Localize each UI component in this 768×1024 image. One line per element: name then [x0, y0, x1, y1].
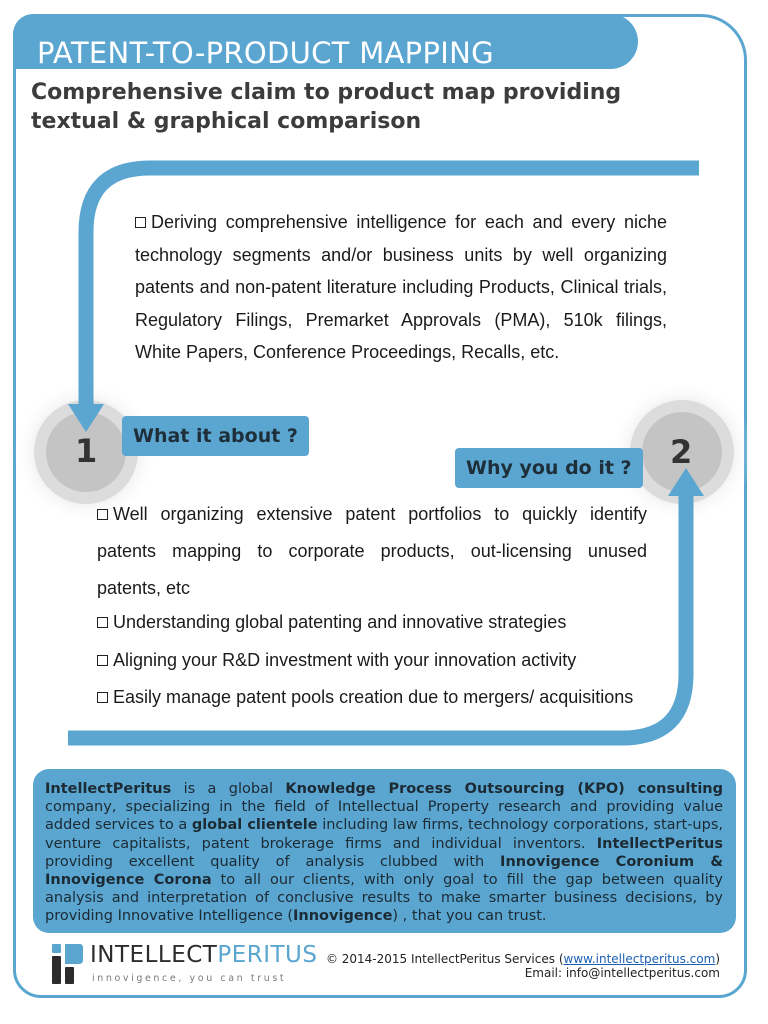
checkbox-icon [135, 217, 146, 228]
logo-wordmark: INTELLECTPERITUS [90, 942, 318, 968]
copyright-block [326, 952, 720, 980]
company-logo [50, 942, 318, 987]
copyright-line: © 2014-2015 IntellectPeritus Services (www.intellectperitus.com) [325, 952, 720, 966]
what-it-about-tag: What it about ? [122, 416, 309, 456]
about-box [33, 769, 736, 933]
logo-mark-icon [50, 942, 84, 986]
step-1-number: 1 [75, 432, 98, 470]
step-2-number: 2 [670, 433, 693, 471]
list-item: Well organizing extensive patent portfolios to quickly identify patents mapping to corporate products, out-licensing unused patents, etc [97, 504, 647, 598]
email-line: Email: info@intellectperitus.com [524, 966, 720, 980]
checkbox-icon [97, 692, 108, 703]
logo-tagline: innovigence, you can trust [92, 973, 287, 984]
checkbox-icon [97, 617, 108, 628]
why-you-do-it-tag: Why you do it ? [455, 448, 643, 488]
checkbox-icon [97, 509, 108, 520]
about-text: IntellectPeritus is a global Knowledge Process Outsourcing (KPO) consulting company, specializing in the field of Intellectual Property research and providing value added services to a global clientele including law firms, technology corporations, start-ups, venture capitalists, patent brokerage firms and individual inventors. IntellectPeritus providing excellent quality of analysis clubbed with Innovigence Coronium & Innovigence Corona to all our clients, with only goal to fill the gap between quality analysis and interpretation of conclusive results to make smarter business decisions, by providing Innovative Intelligence (Innovigence) , that you can trust. [45, 781, 723, 925]
checkbox-icon [97, 655, 108, 666]
list-item: Easily manage patent pools creation due to mergers/ acquisitions [97, 687, 647, 708]
page-subtitle: Comprehensive claim to product map providing textual & graphical comparison [31, 80, 622, 134]
website-link[interactable]: www.intellectperitus.com [563, 952, 716, 966]
page-title: PATENT-TO-PRODUCT MAPPING [37, 36, 494, 70]
section-1-paragraph: Deriving comprehensive intelligence for each and every niche technology segments and/or business units by well organizing patents and non-patent literature including Products, Clinical trials, Regulatory Filings, Premarket Approvals (PMA), 510k filings, White Papers, Conference Proceedings, Recalls, etc. [135, 212, 667, 362]
list-item: Understanding global patenting and innovative strategies [97, 612, 647, 633]
list-item: Aligning your R&D investment with your innovation activity [97, 650, 647, 671]
